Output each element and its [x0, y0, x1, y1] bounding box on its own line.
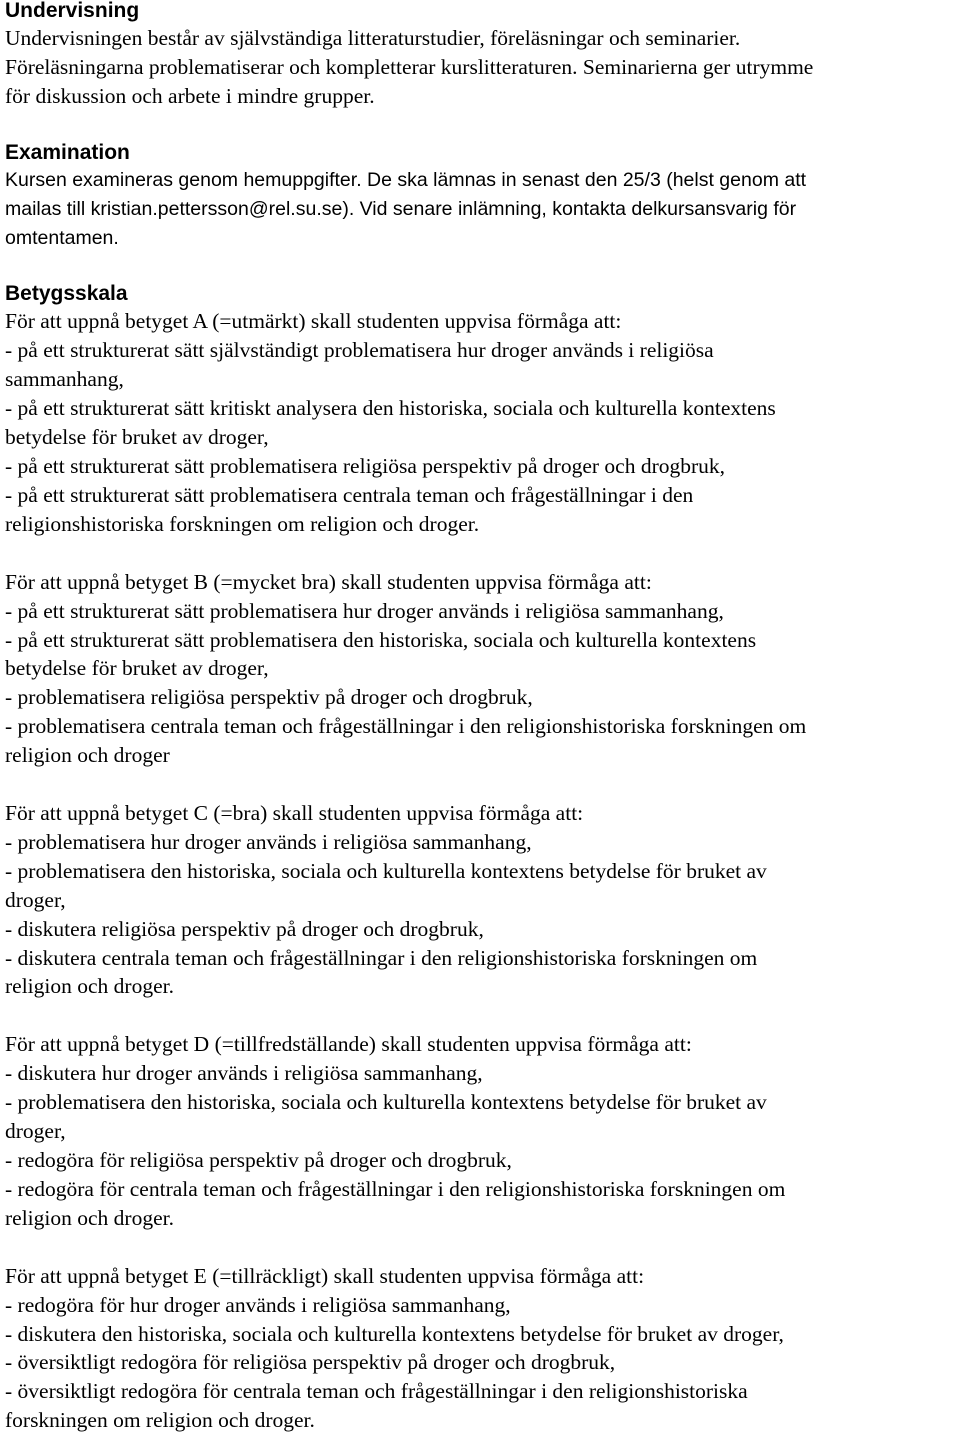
text-line: religion och droger	[5, 743, 170, 768]
text-line: För att uppnå betyget C (=bra) skall studenten uppvisa förmåga att:	[5, 801, 584, 826]
text-line: - problematisera hur droger används i religiösa sammanhang,	[5, 829, 532, 854]
text-line: sammanhang,	[5, 367, 124, 392]
section-undervisning	[5, 0, 956, 111]
text-line: betydelse för bruket av droger,	[5, 656, 269, 681]
spacer	[5, 770, 956, 799]
spacer	[5, 1001, 956, 1030]
heading-betygsskala: Betygsskala	[5, 282, 128, 306]
text-line: - på ett strukturerat sätt kritiskt analysera den historiska, sociala och kulturella kontextens	[5, 396, 776, 421]
grade-a-criteria	[5, 307, 956, 538]
text-line: - diskutera centrala teman och frågeställningar i den religionshistoriska forskningen om	[5, 945, 758, 970]
text-line: religionshistoriska forskningen om religion och droger.	[5, 511, 480, 536]
text-line: Föreläsningarna problematiserar och kompletterar kurslitteraturen. Seminarierna ger utrymme	[5, 54, 814, 79]
text-line: Undervisningen består av självständiga litteraturstudier, föreläsningar och seminarier.	[5, 26, 741, 50]
grade-d-criteria	[5, 1030, 956, 1232]
text-line: - på ett strukturerat sätt problematisera hur droger används i religiösa sammanhang,	[5, 598, 724, 623]
text-line: För att uppnå betyget A (=utmärkt) skall studenten uppvisa förmåga att:	[5, 309, 622, 334]
grade-c-criteria	[5, 799, 956, 1001]
text-line: För att uppnå betyget D (=tillfredställande) skall studenten uppvisa förmåga att:	[5, 1032, 692, 1057]
text-line: betydelse för bruket av droger,	[5, 425, 269, 450]
text-line: - problematisera den historiska, sociala och kulturella kontextens betydelse för bruket av	[5, 858, 767, 883]
text-line: För att uppnå betyget B (=mycket bra) skall studenten uppvisa förmåga att:	[5, 569, 652, 594]
section-examination	[5, 140, 956, 253]
text-line: - på ett strukturerat sätt självständigt problematisera hur droger används i religiösa	[5, 338, 714, 363]
text-line: droger,	[5, 887, 66, 912]
text-line: - översiktligt redogöra för religiösa perspektiv på droger och drogbruk,	[5, 1350, 616, 1375]
text-line: - redogöra för centrala teman och frågeställningar i den religionshistoriska forskningen om	[5, 1176, 786, 1201]
text-line: För att uppnå betyget E (=tillräckligt) skall studenten uppvisa förmåga att:	[5, 1263, 645, 1288]
text-line: - redogöra för hur droger används i religiösa sammanhang,	[5, 1292, 511, 1317]
text-line: - redogöra för religiösa perspektiv på droger och drogbruk,	[5, 1148, 512, 1172]
spacer	[5, 1233, 956, 1262]
text-line: - på ett strukturerat sätt problematisera den historiska, sociala och kulturella kontextens	[5, 627, 757, 652]
text-line: - diskutera den historiska, sociala och kulturella kontextens betydelse för bruket av droger,	[5, 1321, 784, 1346]
text-line: mailas till kristian.pettersson@rel.su.se). Vid senare inlämning, kontakta delkursansvarig för	[5, 197, 797, 220]
text-line: Kursen examineras genom hemuppgifter. De ska lämnas in senast den 25/3 (helst genom att	[5, 168, 807, 191]
text-line: forskningen om religion och droger.	[5, 1408, 315, 1433]
undervisning-paragraph	[5, 24, 956, 111]
spacer	[5, 111, 956, 140]
text-line: för diskussion och arbete i mindre grupper.	[5, 83, 375, 108]
spacer	[5, 539, 956, 568]
text-line: - diskutera hur droger används i religiösa sammanhang,	[5, 1061, 483, 1086]
heading-undervisning: Undervisning	[5, 0, 140, 22]
text-line: - problematisera den historiska, sociala och kulturella kontextens betydelse för bruket av	[5, 1090, 767, 1115]
text-line: - på ett strukturerat sätt problematisera religiösa perspektiv på droger och drogbruk,	[5, 453, 726, 478]
grade-e-criteria	[5, 1262, 956, 1435]
text-line: - översiktligt redogöra för centrala teman och frågeställningar i den religionshistoriska	[5, 1379, 748, 1404]
text-line: omtentamen.	[5, 226, 119, 249]
grade-b-criteria	[5, 568, 956, 770]
text-line: religion och droger.	[5, 1205, 174, 1230]
spacer	[5, 252, 956, 281]
examination-paragraph	[5, 166, 956, 253]
text-line: - på ett strukturerat sätt problematisera centrala teman och frågeställningar i den	[5, 482, 694, 507]
text-line: droger,	[5, 1119, 66, 1144]
text-line: - diskutera religiösa perspektiv på droger och drogbruk,	[5, 916, 484, 941]
text-line: religion och droger.	[5, 974, 174, 999]
heading-examination: Examination	[5, 140, 130, 164]
section-betygsskala	[5, 281, 956, 1435]
text-line: - problematisera centrala teman och frågeställningar i den religionshistoriska forskningen om	[5, 714, 807, 739]
text-line: - problematisera religiösa perspektiv på droger och drogbruk,	[5, 685, 533, 710]
